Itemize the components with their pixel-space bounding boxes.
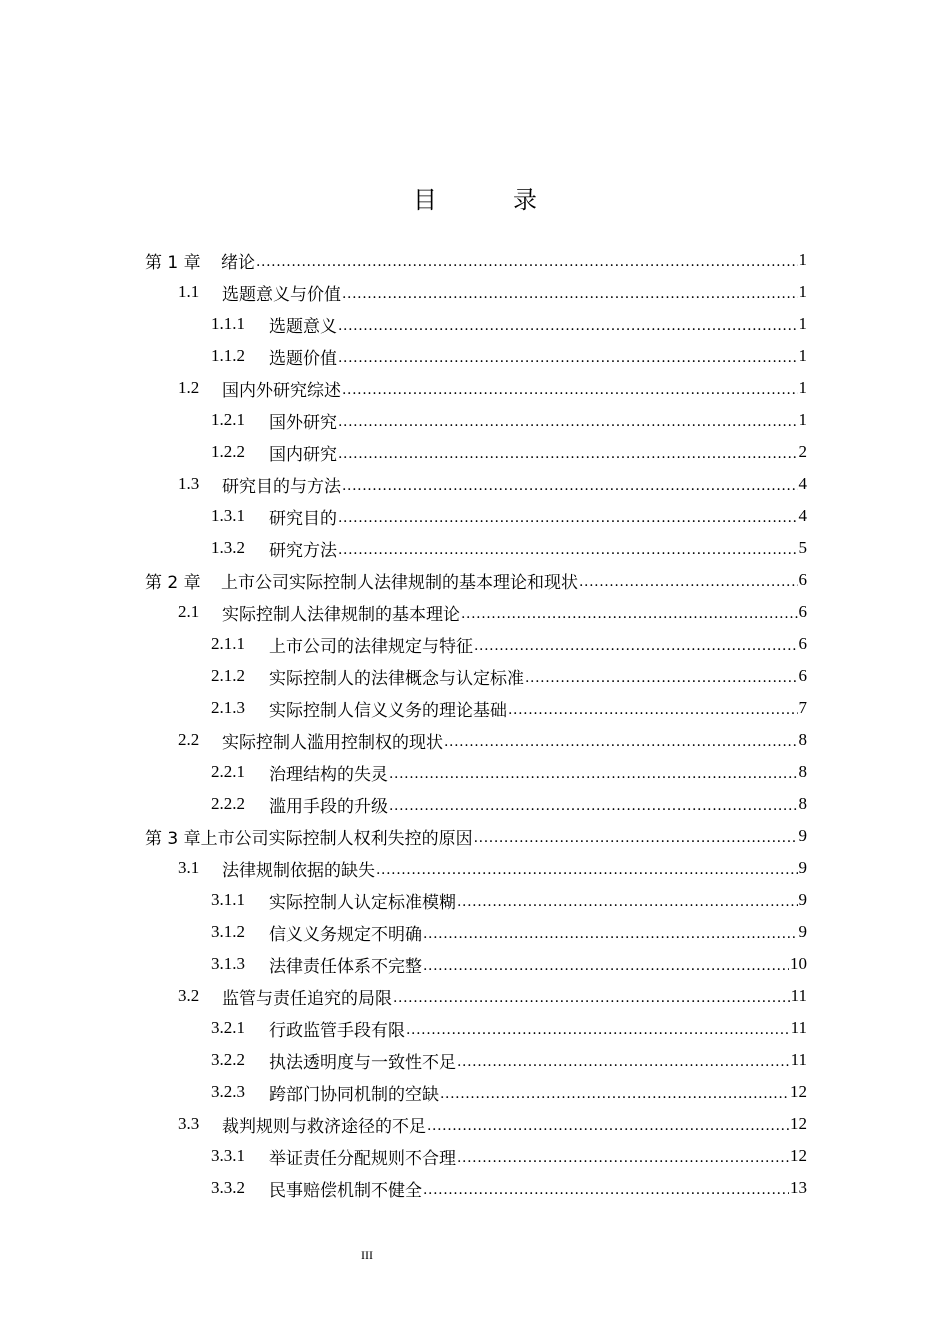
dot-leader (338, 411, 798, 429)
toc-entry[interactable] (211, 500, 807, 532)
toc-entry-page: 6 (798, 570, 807, 589)
toc-entry[interactable] (178, 372, 807, 404)
dot-leader (508, 699, 798, 717)
toc-entry-number: 2.1.1 (211, 634, 245, 653)
toc-entry-title: 国外研究 (269, 412, 337, 433)
dot-leader (474, 635, 798, 653)
toc-entry[interactable] (178, 724, 807, 756)
toc-entry-title: 绪论 (221, 252, 255, 273)
dot-leader (457, 891, 798, 909)
dot-leader (440, 1083, 789, 1101)
dot-leader (423, 923, 798, 941)
toc-entry-title: 裁判规则与救济途径的不足 (222, 1116, 426, 1137)
toc-entry[interactable] (211, 948, 807, 980)
toc-entry-number: 第 1 章 (145, 252, 201, 273)
toc-entry-page: 4 (798, 506, 807, 525)
dot-leader (376, 859, 798, 877)
toc-entry-page: 6 (798, 602, 807, 621)
toc-entry-page: 7 (798, 698, 807, 717)
toc-entry[interactable] (145, 820, 807, 852)
toc-entry-page: 1 (798, 282, 807, 301)
dot-leader (389, 763, 798, 781)
toc-entry-title: 实际控制人的法律概念与认定标准 (269, 668, 524, 689)
toc-entry-title: 上市公司实际控制人法律规制的基本理论和现状 (221, 572, 578, 593)
page-number: III (361, 1248, 373, 1262)
toc-entry-title: 选题意义与价值 (222, 284, 341, 305)
toc-entry[interactable] (211, 756, 807, 788)
toc-entry-number: 2.1.2 (211, 666, 245, 685)
toc-entry-number: 2.2 (178, 730, 200, 749)
toc-entry[interactable] (211, 788, 807, 820)
toc-entry[interactable] (211, 628, 807, 660)
dot-leader (423, 1179, 789, 1197)
dot-leader (342, 379, 798, 397)
dot-leader (256, 251, 798, 269)
toc-entry-title: 实际控制人认定标准模糊 (269, 892, 456, 913)
dot-leader (338, 539, 798, 557)
toc-entry-title: 法律规制依据的缺失 (222, 860, 375, 881)
dot-leader (389, 795, 798, 813)
toc-entry-page: 1 (798, 410, 807, 429)
toc-entry[interactable] (211, 1172, 807, 1204)
toc-entry-page: 4 (798, 474, 807, 493)
toc-entry-page: 9 (798, 922, 807, 941)
toc-entry-number: 1.2.2 (211, 442, 245, 461)
toc-entry-page: 9 (798, 826, 807, 845)
toc-entry-page: 12 (790, 1082, 807, 1101)
toc-entry[interactable] (211, 436, 807, 468)
page-title: 目 录 (413, 186, 563, 214)
toc-entry-page: 13 (790, 1178, 807, 1197)
dot-leader (406, 1019, 790, 1037)
toc-entry-page: 9 (798, 890, 807, 909)
toc-entry-number: 3.2.3 (211, 1082, 245, 1101)
toc-entry-number: 2.1 (178, 602, 200, 621)
toc-entry-number: 2.1.3 (211, 698, 245, 717)
toc-entry-number: 第 2 章 (145, 572, 201, 593)
toc-entry-page: 11 (790, 1050, 807, 1069)
toc-entry-page: 9 (798, 858, 807, 877)
toc-entry-number: 3.2.1 (211, 1018, 245, 1037)
toc-entry-page: 12 (790, 1114, 807, 1133)
toc-entry-page: 1 (798, 346, 807, 365)
dot-leader (525, 667, 798, 685)
toc-entry-page: 8 (798, 794, 807, 813)
toc-entry-number: 1.2.1 (211, 410, 245, 429)
toc-entry-number: 1.1.2 (211, 346, 245, 365)
toc-entry[interactable] (211, 1140, 807, 1172)
toc-entry-title: 研究目的与方法 (222, 476, 341, 497)
dot-leader (461, 603, 798, 621)
toc-entry[interactable] (211, 660, 807, 692)
toc-entry-number: 1.1 (178, 282, 200, 301)
toc-entry-number: 1.1.1 (211, 314, 245, 333)
toc-entry-title: 上市公司实际控制人权利失控的原因 (200, 828, 473, 849)
toc-entry-page: 6 (798, 666, 807, 685)
dot-leader (579, 571, 798, 589)
toc-entry-page: 10 (790, 954, 807, 973)
dot-leader (423, 955, 789, 973)
toc-entry[interactable] (211, 308, 807, 340)
toc-entry-title: 跨部门协同机制的空缺 (269, 1084, 439, 1105)
toc-entry-number: 3.1.2 (211, 922, 245, 941)
dot-leader (444, 731, 798, 749)
dot-leader (338, 315, 798, 333)
toc-entry-page: 8 (798, 730, 807, 749)
toc-entry[interactable] (211, 692, 807, 724)
toc-entry-title: 研究方法 (269, 540, 337, 561)
toc-entry[interactable] (145, 564, 807, 596)
toc-entry-title: 国内外研究综述 (222, 380, 341, 401)
toc-entry-number: 3.3.1 (211, 1146, 245, 1165)
toc-entry[interactable] (178, 1108, 807, 1140)
toc-entry-page: 1 (798, 250, 807, 269)
toc-entry-number: 3.1.1 (211, 890, 245, 909)
toc-entry[interactable] (178, 980, 807, 1012)
toc-entry-page: 1 (798, 314, 807, 333)
toc-entry-number: 3.2 (178, 986, 200, 1005)
toc-entry-number: 3.3.2 (211, 1178, 245, 1197)
toc-entry-number: 3.3 (178, 1114, 200, 1133)
toc-entry-title: 法律责任体系不完整 (269, 956, 422, 977)
toc-entry-title: 实际控制人法律规制的基本理论 (222, 604, 460, 625)
toc-entry-number: 2.2.2 (211, 794, 245, 813)
toc-entry-number: 1.3.2 (211, 538, 245, 557)
toc-entry-page: 12 (790, 1146, 807, 1165)
toc-entry-title: 研究目的 (269, 508, 337, 529)
toc-entry-title: 选题价值 (269, 348, 337, 369)
dot-leader (457, 1051, 790, 1069)
toc-entry-title: 实际控制人信义义务的理论基础 (269, 700, 507, 721)
toc-entry-number: 1.2 (178, 378, 200, 397)
toc-entry[interactable] (178, 596, 807, 628)
dot-leader (474, 827, 798, 845)
toc-entry-title: 滥用手段的升级 (269, 796, 388, 817)
toc-entry-number: 1.3.1 (211, 506, 245, 525)
toc-entry-title: 行政监管手段有限 (269, 1020, 405, 1041)
toc-entry-page: 11 (790, 986, 807, 1005)
toc-entry-number: 2.2.1 (211, 762, 245, 781)
toc-entry-title: 举证责任分配规则不合理 (269, 1148, 456, 1169)
toc-entry[interactable] (211, 1012, 807, 1044)
toc-entry[interactable] (211, 1044, 807, 1076)
toc-entry-page: 5 (798, 538, 807, 557)
toc-entry-title: 民事赔偿机制不健全 (269, 1180, 422, 1201)
toc-entry[interactable] (211, 884, 807, 916)
dot-leader (393, 987, 790, 1005)
toc-entry[interactable] (178, 468, 807, 500)
toc-entry-title: 选题意义 (269, 316, 337, 337)
toc-entry-page: 6 (798, 634, 807, 653)
toc-entry-number: 1.3 (178, 474, 200, 493)
dot-leader (427, 1115, 789, 1133)
toc-entry[interactable] (211, 340, 807, 372)
toc-entry[interactable] (211, 532, 807, 564)
toc-entry[interactable] (211, 1076, 807, 1108)
dot-leader (338, 443, 798, 461)
toc-entry-title: 实际控制人滥用控制权的现状 (222, 732, 443, 753)
dot-leader (338, 347, 798, 365)
toc-entry-title: 上市公司的法律规定与特征 (269, 636, 473, 657)
dot-leader (338, 507, 798, 525)
toc-entry-page: 1 (798, 378, 807, 397)
toc-entry[interactable] (178, 852, 807, 884)
toc-entry-page: 2 (798, 442, 807, 461)
toc-entry[interactable] (211, 916, 807, 948)
toc-entry-number: 3.1.3 (211, 954, 245, 973)
toc-entry-number: 3.2.2 (211, 1050, 245, 1069)
toc-entry[interactable] (178, 276, 807, 308)
toc-entry-title: 执法透明度与一致性不足 (269, 1052, 456, 1073)
toc-entry[interactable] (145, 244, 807, 276)
toc-entry[interactable] (211, 404, 807, 436)
toc-entry-page: 11 (790, 1018, 807, 1037)
toc-entry-number: 第 3 章 (145, 828, 201, 849)
toc-entry-page: 8 (798, 762, 807, 781)
dot-leader (342, 283, 798, 301)
toc-entry-title: 治理结构的失灵 (269, 764, 388, 785)
toc-entry-title: 信义义务规定不明确 (269, 924, 422, 945)
toc-entry-title: 监管与责任追究的局限 (222, 988, 392, 1009)
dot-leader (342, 475, 798, 493)
toc-entry-title: 国内研究 (269, 444, 337, 465)
toc-entry-number: 3.1 (178, 858, 200, 877)
dot-leader (457, 1147, 789, 1165)
